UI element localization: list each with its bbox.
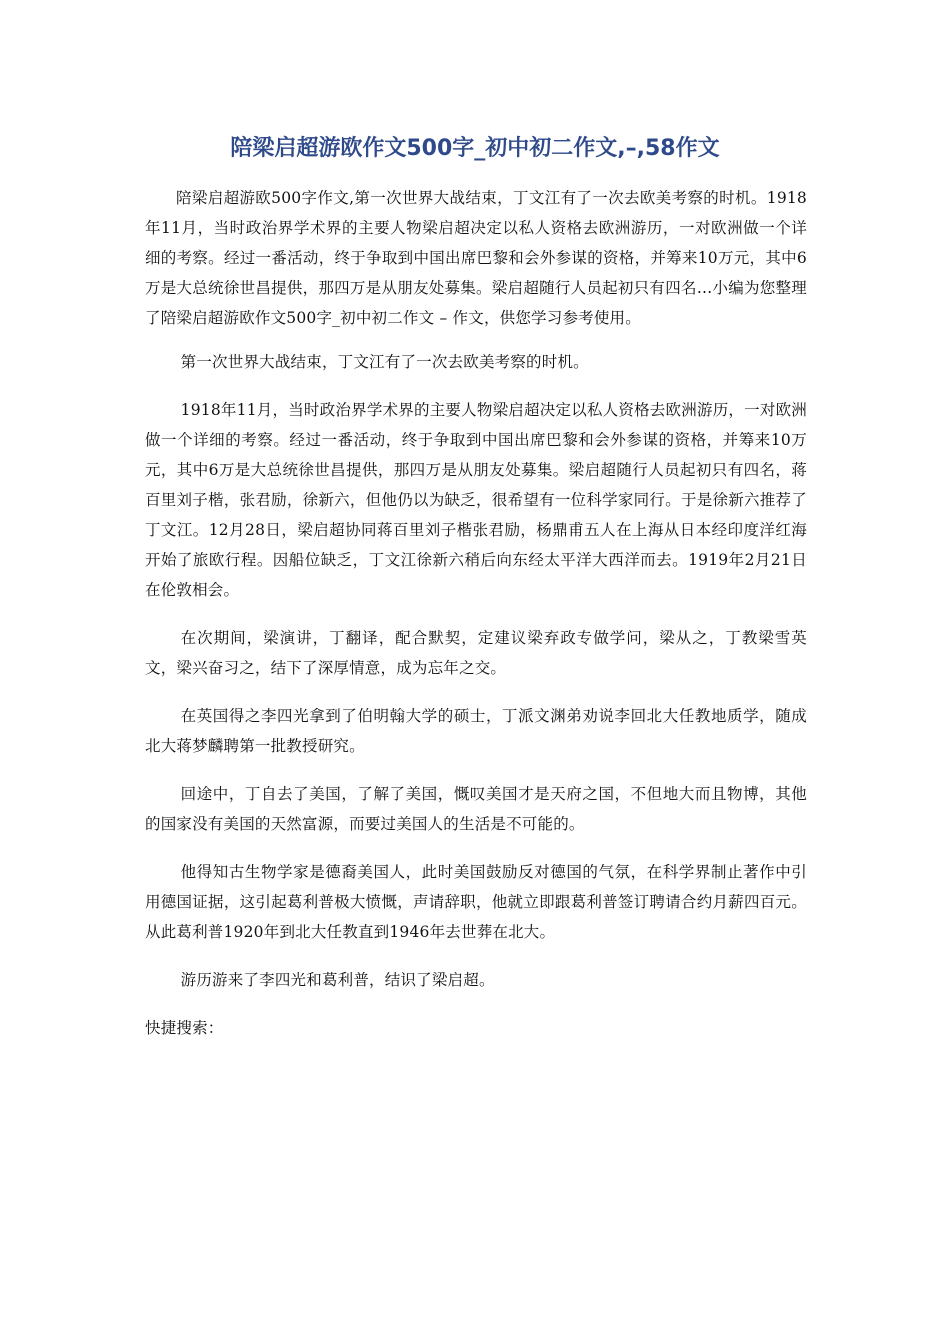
page-title: 陪梁启超游欧作文500字_初中初二作文,–,58作文 [230, 136, 720, 161]
paragraph: 在次期间，梁演讲，丁翻译，配合默契，定建议梁弃政专做学问，梁从之，丁教梁雪英文，梁兴奋习之，结下了深厚情意，成为忘年之交。 [145, 629, 807, 677]
quick-search-label: 快捷搜索： [145, 1019, 224, 1037]
paragraph: 游历游来了李四光和葛利普，结识了梁启超。 [180, 971, 495, 989]
paragraph: 回途中，丁自去了美国，了解了美国，慨叹美国才是天府之国，不但地大而且物博，其他的国家没有美国的天然富源，而要过美国人的生活是不可能的。 [145, 785, 807, 833]
paragraph: 1918年11月，当时政治界学术界的主要人物梁启超决定以私人资格去欧洲游历，一对欧洲做一个详细的考察。经过一番活动，终于争取到中国出席巴黎和会外参谋的资格，并筹来10万元，其中6万是大总统徐世昌提供，那四万是从朋友处募集。梁启超随行人员起初只有四名，蒋百里刘子楷，张君励，徐新六，但他仍以为缺乏，很希望有一位科学家同行。于是徐新六推荐了丁文江。12月28日，梁启超协同蒋百里刘子楷张君励，杨鼎甫五人在上海从日本经印度洋红海开始了旅欧行程。因船位缺乏，丁文江徐新六稍后向东经太平洋大西洋而去。1919年2月21日在伦敦相会。 [145, 401, 807, 599]
paragraph-summary: 陪梁启超游欧500字作文,第一次世界大战结束，丁文江有了一次去欧美考察的时机。1918年11月，当时政治界学术界的主要人物梁启超决定以私人资格去欧洲游历，一对欧洲做一个详细的考察。经过一番活动，终于争取到中国出席巴黎和会外参谋的资格，并筹来10万元，其中6万是大总统徐世昌提供，那四万是从朋友处募集。梁启超随行人员起初只有四名…小编为您整理了陪梁启超游欧作文500字_初中初二作文 – 作文，供您学习参考使用。 [145, 189, 807, 327]
paragraph: 在英国得之李四光拿到了伯明翰大学的硕士，丁派文渊弟劝说李回北大任教地质学，随成北大蒋梦麟聘第一批教授研究。 [145, 707, 807, 755]
article-body [145, 183, 807, 1061]
paragraph: 他得知古生物学家是德裔美国人，此时美国鼓励反对德国的气氛，在科学界制止著作中引用德国证据，这引起葛利普极大愤慨，声请辞职，他就立即跟葛利普签订聘请合约月薪四百元。从此葛利普1920年到北大任教直到1946年去世葬在北大。 [145, 863, 807, 941]
paragraph: 第一次世界大战结束，丁文江有了一次去欧美考察的时机。 [180, 353, 589, 371]
